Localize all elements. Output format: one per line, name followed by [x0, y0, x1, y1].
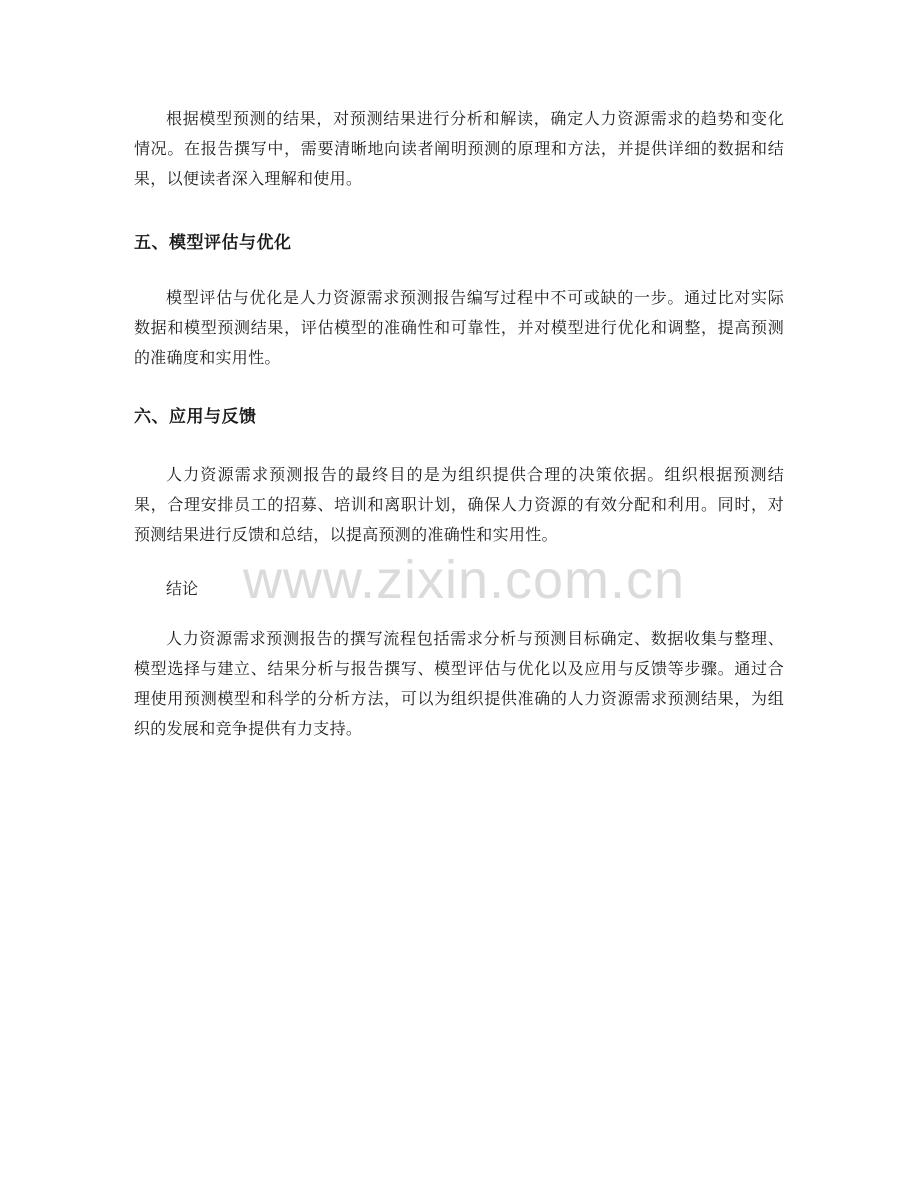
paragraph-application-feedback: 人力资源需求预测报告的最终目的是为组织提供合理的决策依据。组织根据预测结果，合理安排员工的招募、培训和离职计划，确保人力资源的有效分配和利用。同时，对预测结果进行反馈和总结，以提高预测的准确性和实用性。: [134, 465, 784, 544]
paragraph-model-evaluation: 模型评估与优化是人力资源需求预测报告编写过程中不可或缺的一步。通过比对实际数据和模型预测结果，评估模型的准确性和可靠性，并对模型进行优化和调整，提高预测的准确度和实用性。: [134, 288, 784, 367]
conclusion-label: 结论: [166, 579, 199, 598]
paragraph-conclusion: 人力资源需求预测报告的撰写流程包括需求分析与预测目标确定、数据收集与整理、模型选择与建立、结果分析与报告撰写、模型评估与优化以及应用与反馈等步骤。通过合理使用预测模型和科学的分析方法，可以为组织提供准确的人力资源需求预测结果，为组织的发展和竞争提供有力支持。: [134, 629, 784, 738]
section-heading-model-evaluation: 五、模型评估与优化: [134, 233, 292, 253]
paragraph-analysis-results: 根据模型预测的结果，对预测结果进行分析和解读，确定人力资源需求的趋势和变化情况。在报告撰写中，需要清晰地向读者阐明预测的原理和方法，并提供详细的数据和结果，以便读者深入理解和使用。: [134, 109, 784, 188]
watermark-text: www.zixin.com.cn: [242, 550, 686, 610]
section-heading-application-feedback: 六、应用与反馈: [134, 407, 257, 427]
